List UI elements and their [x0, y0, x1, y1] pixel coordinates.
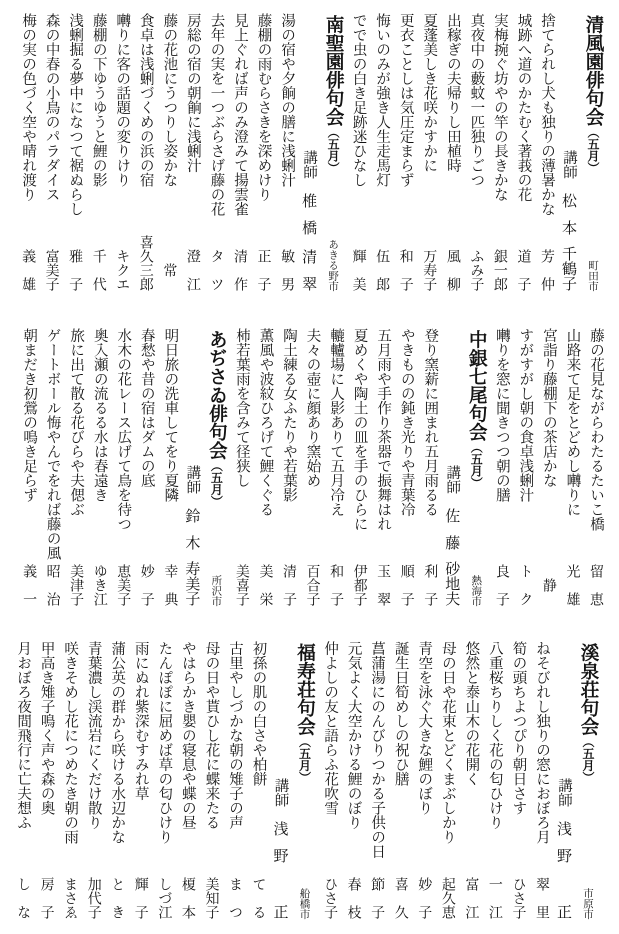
haiku-entry	[58, 641, 82, 926]
haiku-author: 正子	[255, 249, 272, 291]
teacher-surname: 鈴木	[183, 508, 202, 550]
haiku-text: 悔いのみが強き人生走馬灯	[374, 13, 391, 187]
group-header	[580, 13, 606, 298]
teacher-surname: 浅野	[555, 821, 573, 863]
haiku-entry	[506, 641, 530, 926]
haiku-text: 陶土練る女ふたりや若葉影	[280, 328, 297, 502]
haiku-entry	[275, 13, 299, 298]
group-header	[463, 328, 489, 613]
haiku-author: 雅子	[67, 249, 84, 291]
haiku-author: 千代	[90, 249, 107, 291]
haiku-author: 敏男	[279, 249, 296, 291]
haiku-author: トク	[517, 564, 534, 606]
haiku-entry	[583, 328, 607, 613]
haiku-author: 富美子	[43, 249, 60, 291]
group-name: 福寿荘句会	[294, 643, 316, 736]
haiku-text: 月おぼろ夜間飛行に亡夫想ふ	[15, 641, 32, 830]
haiku-text: 八重桜ちりしく花の匂ひけり	[486, 641, 503, 830]
haiku-text: やきものの鈍き光りや青葉冷	[398, 328, 415, 517]
haiku-text: 出稼ぎの夫帰りし田植時	[444, 13, 461, 173]
haiku-author: てる	[250, 877, 267, 919]
haiku-text: 藤の花見ながらわたるたいこ橋	[588, 328, 604, 531]
haiku-text: 咲きそめし花につめたき朝の雨	[62, 641, 79, 844]
haiku-author: 光雄	[564, 564, 581, 606]
group-month: （五月）	[469, 441, 484, 489]
group-title	[292, 643, 318, 784]
haiku-entry	[152, 641, 176, 926]
haiku-author: 伍郎	[374, 249, 391, 291]
haiku-text: 悠然と泰山木の花開く	[463, 641, 480, 786]
haiku-text: 実梅捥ぐ坊やの竿の長きかな	[491, 13, 508, 202]
haiku-entry	[417, 13, 441, 298]
haiku-text: 藤棚の雨むらさきを深めけり	[255, 13, 272, 202]
group-name: 南聖園俳句会	[323, 15, 345, 126]
teacher-line	[441, 328, 463, 613]
haiku-entry	[318, 641, 342, 926]
haiku-author: 翠里	[534, 877, 550, 919]
haiku-author: 美知子	[203, 877, 220, 919]
haiku-entry	[534, 13, 558, 298]
haiku-text: 仲よしの友と語らふ花吹雪	[322, 641, 339, 815]
haiku-text: 夏めくや陶土の皿を手のひらに	[351, 328, 368, 531]
haiku-text: 柿若葉雨を含みて径狭し	[233, 328, 250, 488]
group-name: 清風園俳句会	[583, 15, 604, 126]
teacher-surname: 佐藤	[443, 508, 462, 550]
haiku-text: 浅蜊掘る夢中になつて裾ぬらし	[67, 13, 84, 216]
haiku-text: 母の日や貰ひし花に蝶来たる	[203, 641, 220, 830]
group-title	[580, 15, 606, 174]
haiku-text: 梅の実の色づく空や晴れ渡り	[20, 13, 37, 202]
group-month: （五月）	[297, 735, 312, 784]
page-row-3	[11, 641, 601, 926]
haiku-author: 道子	[515, 249, 532, 291]
group-city: あきる野市	[327, 238, 340, 291]
teacher-label: 講師	[561, 150, 577, 179]
haiku-author: キクエ	[114, 249, 131, 291]
haiku-entry	[229, 328, 253, 613]
haiku-entry	[204, 13, 228, 298]
haiku-author: 伊都子	[351, 564, 368, 606]
haiku-text: たんぽぽに屈めば草の匂ひけり	[156, 641, 173, 844]
haiku-entry	[365, 641, 389, 926]
haiku-entry	[560, 328, 584, 613]
haiku-author: 榎本	[179, 877, 196, 919]
haiku-entry	[370, 13, 394, 298]
haiku-author: ゆき江	[91, 564, 108, 606]
haiku-text: 初孫の肌の白さや柏餅	[250, 641, 267, 786]
haiku-author: ふみ子	[468, 249, 485, 291]
teacher-line	[558, 13, 580, 298]
group-title	[575, 643, 601, 784]
group-name: 中銀七尾句会	[466, 330, 488, 441]
haiku-author: 喜久	[392, 877, 409, 919]
haiku-author: 加代子	[85, 877, 102, 919]
haiku-text: 捨てられし犬も独りの薄暑かな	[539, 13, 555, 216]
haiku-author: 常	[161, 263, 178, 277]
haiku-author: 澄江	[184, 249, 201, 291]
haiku-author: 輝子	[132, 877, 149, 919]
group-header	[320, 13, 346, 298]
haiku-entry	[134, 328, 158, 613]
haiku-entry	[435, 641, 459, 926]
haiku-entry	[418, 328, 442, 613]
haiku-author: 妙子	[416, 877, 433, 919]
haiku-text: 囀りを窓に聞きつつ朝の膳	[493, 328, 510, 502]
teacher-label: 講師	[272, 778, 289, 807]
haiku-entry	[251, 13, 275, 298]
haiku-entry	[81, 641, 105, 926]
haiku-text: 春愁や昔の宿はダムの底	[138, 328, 155, 488]
haiku-entry	[39, 13, 63, 298]
group-title	[463, 330, 489, 489]
haiku-text: 森の中春の小鳥のパラダイス	[43, 13, 60, 202]
haiku-author: 富江	[463, 877, 480, 919]
group-city: 熱海市	[470, 574, 483, 606]
haiku-entry	[489, 328, 513, 613]
haiku-entry	[87, 328, 111, 613]
haiku-entry	[175, 641, 199, 926]
haiku-entry	[440, 13, 464, 298]
haiku-entry	[459, 641, 483, 926]
haiku-author: 義一	[21, 564, 38, 606]
haiku-text: 藤の花池にうつりし姿かな	[161, 13, 178, 187]
haiku-author: 義雄	[20, 249, 37, 291]
haiku-author: 和子	[397, 249, 414, 291]
haiku-text: 蒲公英の群から咲ける水辺かな	[109, 641, 126, 844]
haiku-text: 五月雨や手作り茶器で振舞はれ	[375, 328, 392, 531]
haiku-author: 恵美子	[115, 564, 132, 606]
haiku-author: 美喜子	[233, 564, 250, 606]
haiku-entry	[105, 641, 129, 926]
haiku-entry	[133, 13, 157, 298]
haiku-entry	[86, 13, 110, 298]
haiku-entry	[388, 641, 412, 926]
haiku-text: 明日旅の洗車してをり夏隣	[162, 328, 179, 502]
haiku-author: 春枝	[345, 877, 362, 919]
haiku-text: 雨にぬれ紫深むすみれ草	[132, 641, 149, 801]
haiku-entry	[110, 13, 134, 298]
group-month: （五月）	[586, 126, 600, 174]
teacher-given-name: 寿美子	[183, 561, 202, 606]
haiku-entry	[394, 328, 418, 613]
haiku-author: 銀一郎	[491, 249, 508, 291]
haiku-author: 玉翠	[375, 564, 392, 606]
group-header	[575, 641, 601, 926]
haiku-entry	[536, 328, 560, 613]
haiku-entry	[341, 641, 365, 926]
teacher-surname: 椎橋	[300, 193, 319, 235]
group-month: （五月）	[209, 459, 224, 508]
teacher-line	[181, 328, 203, 613]
haiku-text: 元気よく大空かける鯉のぼり	[345, 641, 362, 830]
haiku-text: すがすがし朝の食卓浅蜊汁	[517, 328, 534, 502]
haiku-text: 山路来て足をとどめし囀りに	[564, 328, 581, 517]
haiku-entry	[17, 328, 41, 613]
haiku-text: 青葉濃し渓流岩にくだけ散り	[85, 641, 102, 830]
teacher-label: 講師	[444, 465, 461, 494]
group-city: 船橋市	[298, 887, 311, 919]
haiku-author: 清子	[280, 564, 297, 606]
haiku-author: 輝美	[350, 249, 367, 291]
haiku-entry	[347, 328, 371, 613]
haiku-entry	[11, 641, 35, 926]
haiku-text: 房総の宿の朝餉に浅蜊汁	[184, 13, 201, 173]
haiku-author: しな	[15, 877, 32, 919]
teacher-surname: 浅野	[271, 821, 290, 863]
haiku-text: ゲートボール悔やんでをれば藤の風	[44, 328, 61, 560]
haiku-text: ねそびれし独りの窓におぼろ月	[534, 641, 550, 844]
haiku-text: 甲高き雉子鳴く声や森の奥	[38, 641, 55, 815]
haiku-text: 囀りに客の話題の変りけり	[114, 13, 131, 187]
haiku-text: 轆轤場に人影ありて五月冷え	[328, 328, 345, 517]
haiku-author: しづ江	[156, 877, 173, 919]
haiku-entry	[227, 13, 251, 298]
haiku-entry	[128, 641, 152, 926]
haiku-text: 登り窯薪に囲まれ五月雨るる	[422, 328, 439, 517]
haiku-text: 母の日や花束とどくまぶしかり	[439, 641, 456, 844]
haiku-author: ひさ子	[510, 877, 527, 919]
haiku-text: 真夜中の藪蚊一匹独りごつ	[468, 13, 485, 187]
haiku-entry	[40, 328, 64, 613]
teacher-given-name: 正	[555, 904, 573, 919]
haiku-author: 百合子	[304, 564, 321, 606]
haiku-entry	[511, 13, 535, 298]
teacher-given-name: 千鶴子	[560, 246, 578, 291]
haiku-entry	[371, 328, 395, 613]
haiku-author: 起久恵	[439, 877, 456, 919]
group-month: （五月）	[326, 126, 341, 174]
haiku-entry	[63, 13, 87, 298]
haiku-author: 清作	[231, 249, 248, 291]
haiku-text: 更衣ことしは気圧定まらず	[397, 13, 414, 187]
haiku-text: でで虫の白き足跡迷ひなし	[350, 13, 367, 187]
page-row-1	[16, 13, 606, 298]
haiku-author: 静	[540, 578, 557, 592]
haiku-entry	[464, 13, 488, 298]
haiku-entry	[199, 641, 223, 926]
haiku-entry	[253, 328, 277, 613]
teacher-line	[553, 641, 575, 926]
teacher-label: 講師	[301, 150, 318, 179]
group-city: 所沢市	[210, 574, 223, 606]
haiku-text: 奥入瀬の流るる水は春遠き	[91, 328, 108, 502]
haiku-author: 和子	[328, 564, 345, 606]
haiku-entry	[34, 641, 58, 926]
haiku-entry	[487, 13, 511, 298]
haiku-entry	[157, 13, 181, 298]
group-city: 町田市	[587, 259, 599, 291]
haiku-author: 昭治	[44, 564, 61, 606]
haiku-text: 藤棚の下ゆうゆうと鯉の影	[90, 13, 107, 187]
haiku-entry	[529, 641, 553, 926]
teacher-line	[298, 13, 320, 298]
haiku-text: 薫風や波紋ひろげて鯉くぐる	[257, 328, 274, 517]
haiku-author: 芳仲	[539, 249, 555, 291]
haiku-entry	[482, 641, 506, 926]
haiku-author: まつ	[226, 877, 243, 919]
haiku-entry	[16, 13, 40, 298]
haiku-text: 見上ぐれば声のみ澄みて揚雲雀	[231, 13, 248, 216]
haiku-text: 青空を泳ぐ大きな鯉のぼり	[416, 641, 433, 815]
haiku-author: 節子	[369, 877, 386, 919]
group-name: あぢさゐ俳句会	[206, 330, 228, 460]
haiku-author: 順子	[398, 564, 415, 606]
group-header	[203, 328, 229, 613]
teacher-label: 講師	[556, 778, 572, 807]
haiku-text: 食卓は浅蜊づくめの浜の宿	[137, 13, 154, 187]
haiku-text: 去年の実を一つぶらさげ藤の花	[208, 13, 225, 216]
group-title	[203, 330, 229, 508]
haiku-text: 筍の頭ちよつぴり朝日さす	[510, 641, 527, 815]
haiku-entry	[180, 13, 204, 298]
haiku-entry	[64, 328, 88, 613]
haiku-text: 宮詣り藤棚下の茶店かな	[540, 328, 557, 488]
haiku-entry	[346, 13, 370, 298]
haiku-text: 誕生日筍めしの祝ひ膳	[392, 641, 409, 786]
haiku-text: 城跡へ道のかたむく著莪の花	[515, 13, 532, 202]
haiku-text: 夏蓬美しき花咲かすかに	[421, 13, 438, 173]
haiku-author: 留恵	[588, 564, 604, 606]
haiku-entry	[158, 328, 182, 613]
haiku-author: とき	[109, 877, 126, 919]
page-row-2	[17, 328, 607, 613]
haiku-entry	[393, 13, 417, 298]
haiku-entry	[276, 328, 300, 613]
group-month: （五月）	[581, 735, 595, 784]
haiku-text: 菖蒲湯にのんびりつかる子供の日	[369, 641, 386, 859]
haiku-text: 湯の宿や夕餉の膳に浅蜊汁	[279, 13, 296, 187]
haiku-author: 風柳	[444, 249, 461, 291]
teacher-given-name: 清翠	[300, 249, 319, 291]
haiku-text: 古里やしづかな朝の雉子の声	[226, 641, 243, 830]
group-title	[320, 15, 346, 174]
haiku-author: タツ	[208, 249, 225, 291]
haiku-author: まさゑ	[62, 877, 79, 919]
teacher-given-name: 砂地夫	[443, 561, 462, 606]
haiku-author: 万寿子	[421, 249, 438, 291]
haiku-entry	[111, 328, 135, 613]
teacher-surname: 松本	[560, 193, 578, 235]
haiku-author: 良子	[493, 564, 510, 606]
haiku-text: やはらかき嬰の寝息や蝶の昼	[179, 641, 196, 830]
teacher-line	[270, 641, 292, 926]
haiku-author: 美津子	[68, 564, 85, 606]
haiku-author: 利子	[422, 564, 439, 606]
haiku-text: 旅に出て散る花びらや夫偲ぶ	[68, 328, 85, 517]
teacher-label: 講師	[184, 465, 201, 494]
haiku-entry	[222, 641, 246, 926]
haiku-author: 妙子	[138, 564, 155, 606]
haiku-author: ひさ子	[322, 877, 339, 919]
haiku-author: 美栄	[257, 564, 274, 606]
haiku-entry	[246, 641, 270, 926]
haiku-text: 水木の花レース広げて鳥を待つ	[115, 328, 132, 531]
haiku-text: 夫々の壺に顔あり窯始め	[304, 328, 321, 488]
haiku-author: 一江	[486, 877, 503, 919]
haiku-entry	[300, 328, 324, 613]
haiku-author: 房子	[38, 877, 55, 919]
haiku-author: 喜久三郎	[137, 235, 154, 291]
group-name: 溪泉荘句会	[578, 643, 599, 736]
haiku-entry	[412, 641, 436, 926]
haiku-entry	[324, 328, 348, 613]
haiku-author: 幸典	[162, 564, 179, 606]
haiku-entry	[513, 328, 537, 613]
haiku-text: 朝まだき初鶯の鳴き足らず	[21, 328, 38, 502]
group-city: 市原市	[582, 887, 594, 919]
group-header	[292, 641, 318, 926]
teacher-given-name: 正	[271, 904, 290, 919]
